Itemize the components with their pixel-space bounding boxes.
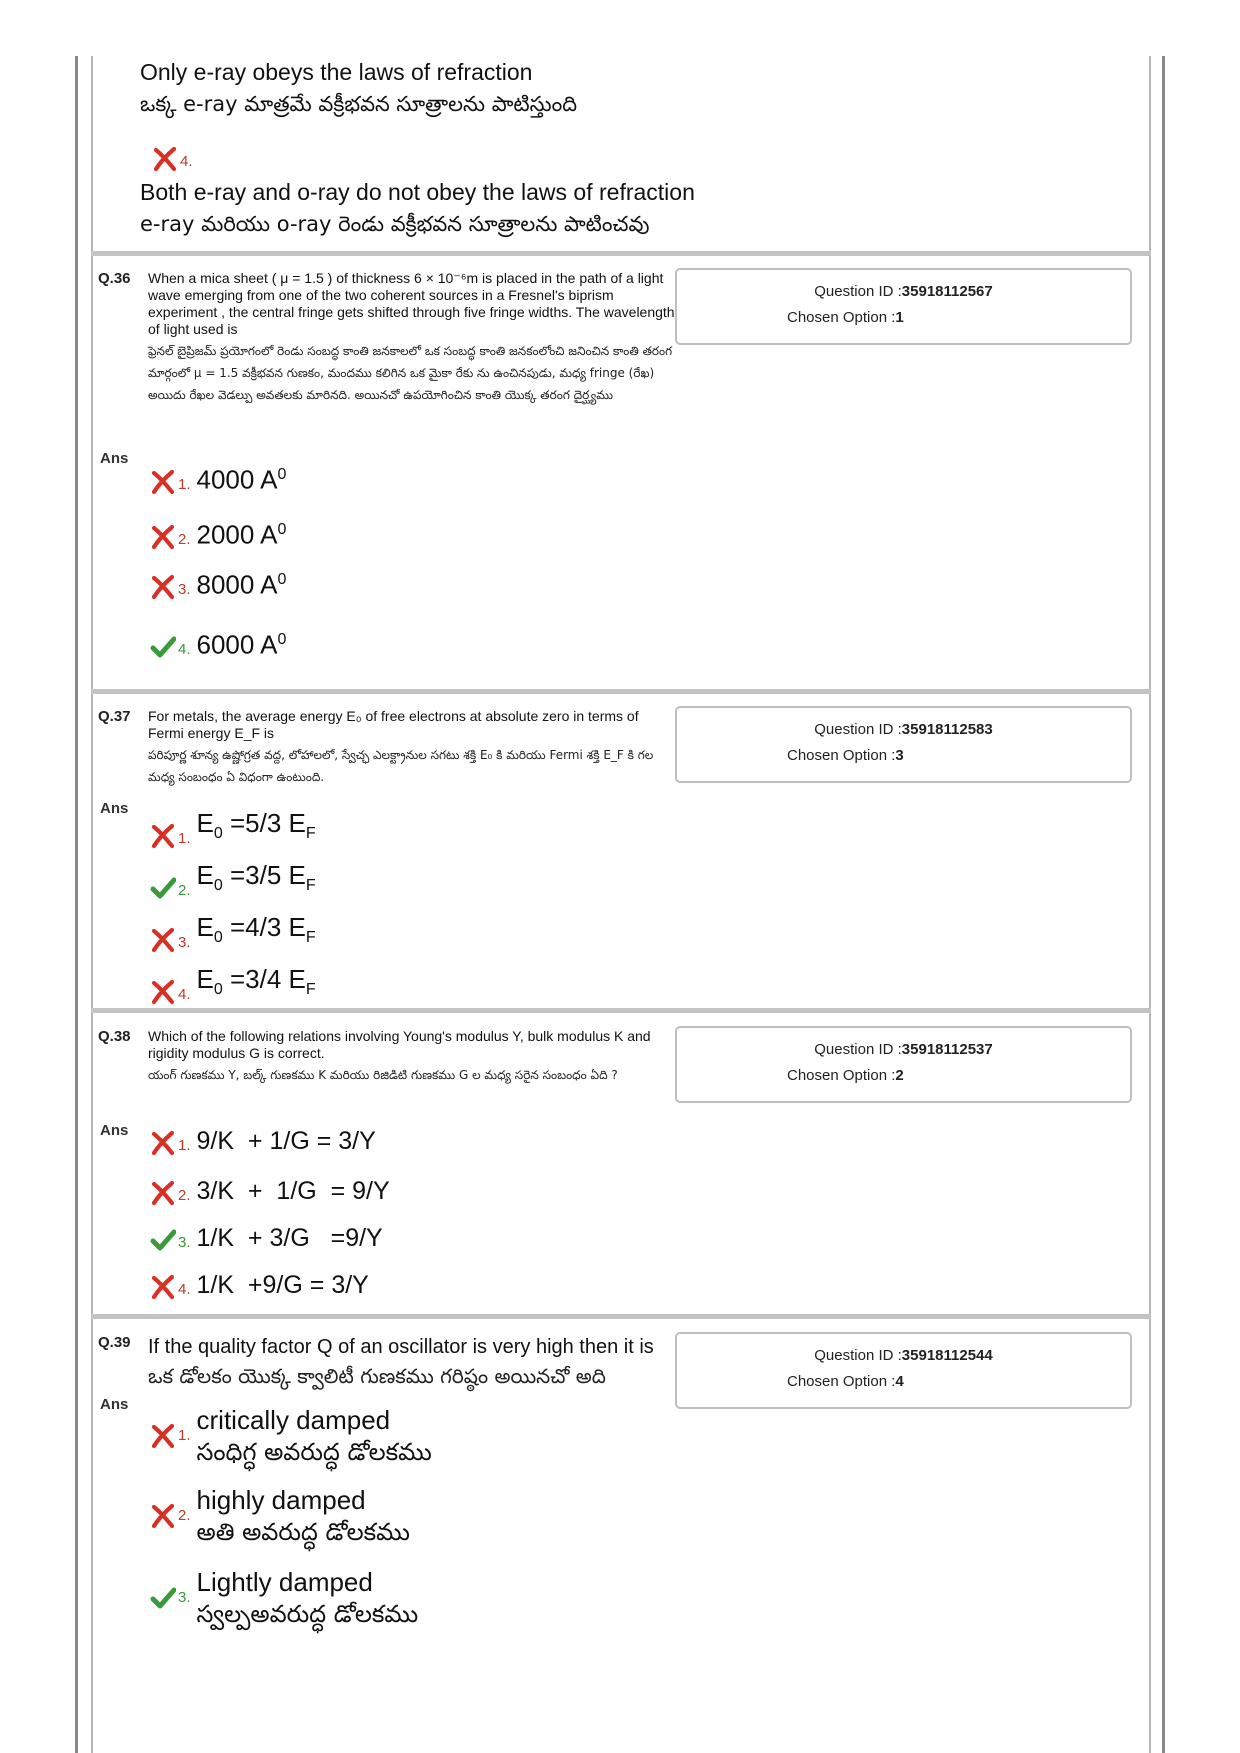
option-2: 2. 2000 $A^0$	[150, 515, 286, 550]
question-text	[148, 708, 678, 788]
question-id: 35918112567	[901, 283, 993, 300]
correct-check-icon	[150, 634, 176, 660]
chosen-option: 1	[895, 309, 904, 326]
question-number: Q.39	[98, 1334, 131, 1351]
option3-english: Only e-ray obeys the laws of refraction	[140, 59, 533, 85]
question-number: Q.37	[98, 708, 131, 725]
option-number: 4.	[180, 153, 193, 170]
option3-telugu: ఒక్క e-ray మాత్రమే వక్రీభవన సూత్రాలను పాటిస్తుంది	[140, 92, 578, 116]
question-telugu: ఫ్రెనల్ బైప్రిజమ్ ప్రయోగంలో రెండు సంబద్ధ కాంతి జనకాలలో ఒక సంబద్ధ కాంతి జనకంలోంచి జనించిన కాంతి తరంగ మార్గంలో μ = 1.5 వక్రీభవన గుణకం, మందము కలిగిన ఒక మైకా రేకు ను ఉంచినపుడు, మధ్య fringe (రేఖ) అయిదు రేఖల వెడల్పు అవతలకు మారినది. అయినచో ఉపయోగించిన కాంతి యొక్క తరంగ దైర్ఘ్యము	[148, 344, 673, 402]
question-id-row: Question ID :35918112567	[814, 283, 993, 300]
chosen-option-row: Chosen Option :4	[787, 1373, 904, 1390]
option-4: 4. $E_0 =3/4$ $E_F$	[150, 964, 316, 1005]
question-id: 35918112583	[901, 721, 993, 738]
correct-check-icon	[150, 875, 176, 901]
question-separator	[91, 689, 1151, 694]
option-3: 3. Lightly damped స్వల్పఅవరుద్ధ డోలకము	[150, 1566, 418, 1630]
correct-check-icon	[150, 1227, 176, 1253]
question-info-box	[675, 268, 1132, 345]
ans-label: Ans	[100, 1396, 129, 1413]
question-separator	[91, 251, 1151, 256]
question-english: If the quality factor Q of an oscillator is very high then it is	[148, 1336, 654, 1358]
question-number: Q.38	[98, 1028, 131, 1045]
previous-question-option4-marker	[152, 146, 199, 172]
option-4: 4. 1/K +9/G = 3/Y	[150, 1270, 369, 1300]
page-border-left-outer	[75, 56, 78, 1753]
question-text	[148, 270, 678, 406]
option-3: 3. 8000 $A^0$	[150, 565, 286, 600]
option-4: 4. 6000 $A^0$	[150, 625, 286, 660]
ans-label: Ans	[100, 1122, 129, 1139]
question-id: 35918112537	[901, 1041, 993, 1058]
wrong-cross-icon	[150, 1503, 176, 1529]
option-3: 3. $E_0 =4/3$ $E_F$	[150, 912, 316, 953]
option-2: 2. 3/K + 1/G = 9/Y	[150, 1176, 390, 1206]
wrong-cross-icon	[150, 979, 176, 1005]
question-english: When a mica sheet ( μ = 1.5 ) of thickness 6 × 10⁻⁶m is placed in the path of a light wave emerging from one of the two coherent sources in a Fresnel's biprism experiment , the central fringe gets shifted through five fringe widths. The wavelength of light used is	[148, 270, 675, 337]
wrong-cross-icon	[150, 927, 176, 953]
question-id-row: Question ID :35918112583	[814, 721, 993, 738]
correct-check-icon	[150, 1585, 176, 1611]
chosen-option-row: Chosen Option :1	[787, 309, 904, 326]
option4-telugu: e-ray మరియు o-ray రెండు వక్రీభవన సూత్రాలను పాటించవు	[140, 212, 650, 236]
chosen-option-row: Chosen Option :3	[787, 747, 904, 764]
wrong-cross-icon	[150, 1274, 176, 1300]
question-id: 35918112544	[901, 1347, 993, 1364]
question-number: Q.36	[98, 270, 131, 287]
question-separator	[91, 1314, 1151, 1319]
option-1: 1. critically damped సంధిగ్ధ అవరుద్ధ డోలకము	[150, 1404, 432, 1468]
option-1: 1. $E_0 =5/3$ $E_F$	[150, 808, 316, 849]
question-info-box	[675, 706, 1132, 783]
chosen-option: 3	[895, 747, 904, 764]
question-id-row: Question ID :35918112537	[814, 1041, 993, 1058]
wrong-cross-icon	[150, 1180, 176, 1206]
chosen-option: 4	[895, 1373, 904, 1390]
question-id-row: Question ID :35918112544	[814, 1347, 993, 1364]
previous-question-option3	[140, 56, 577, 120]
wrong-cross-icon	[150, 823, 176, 849]
question-telugu: ఒక డోలకం యొక్క క్వాలిటీ గుణకము గరిష్ఠం అయినచో అది	[148, 1364, 606, 1388]
wrong-cross-icon	[150, 1130, 176, 1156]
wrong-cross-icon	[150, 524, 176, 550]
question-separator	[91, 1008, 1151, 1013]
chosen-option: 2	[895, 1067, 904, 1084]
question-info-box	[675, 1332, 1132, 1409]
question-info-box	[675, 1026, 1132, 1103]
question-telugu: పరిపూర్ణ శూన్య ఉష్ణోగ్రత వద్ద, లోహాలలో, స్వేచ్ఛ ఎలక్ట్రానుల సగటు శక్తి E₀ కి మరియు Fermi శక్తి E_F కి గల మధ్య సంబంధం ఏ విధంగా ఉంటుంది.	[148, 748, 654, 784]
option-3: 3. 1/K + 3/G =9/Y	[150, 1223, 383, 1253]
question-text	[148, 1028, 678, 1086]
question-telugu: యంగ్ గుణకము Y, బల్క్ గుణకము K మరియు రిజిడిటి గుణకము G ల మధ్య సరైన సంబంధం ఏది ?	[148, 1068, 618, 1082]
wrong-cross-icon	[152, 146, 178, 172]
option-1: 1. 9/K + 1/G = 3/Y	[150, 1126, 376, 1156]
option-2: 2. highly damped అతి అవరుద్ధ డోలకము	[150, 1484, 410, 1548]
ans-label: Ans	[100, 800, 129, 817]
question-english: For metals, the average energy E₀ of free electrons at absolute zero in terms of Fermi energy E_F is	[148, 708, 639, 741]
option-1: 1. 4000 $A^0$	[150, 460, 286, 495]
chosen-option-row: Chosen Option :2	[787, 1067, 904, 1084]
ans-label: Ans	[100, 450, 129, 467]
wrong-cross-icon	[150, 574, 176, 600]
option4-english: Both e-ray and o-ray do not obey the laws of refraction	[140, 179, 695, 205]
previous-question-option4	[140, 176, 695, 240]
question-text	[148, 1334, 678, 1390]
page-border-left-inner	[91, 56, 93, 1753]
wrong-cross-icon	[150, 469, 176, 495]
option-2: 2. $E_0 =3/5$ $E_F$	[150, 860, 316, 901]
question-english: Which of the following relations involving Young's modulus Y, bulk modulus K and rigidity modulus G is correct.	[148, 1028, 651, 1061]
wrong-cross-icon	[150, 1423, 176, 1449]
